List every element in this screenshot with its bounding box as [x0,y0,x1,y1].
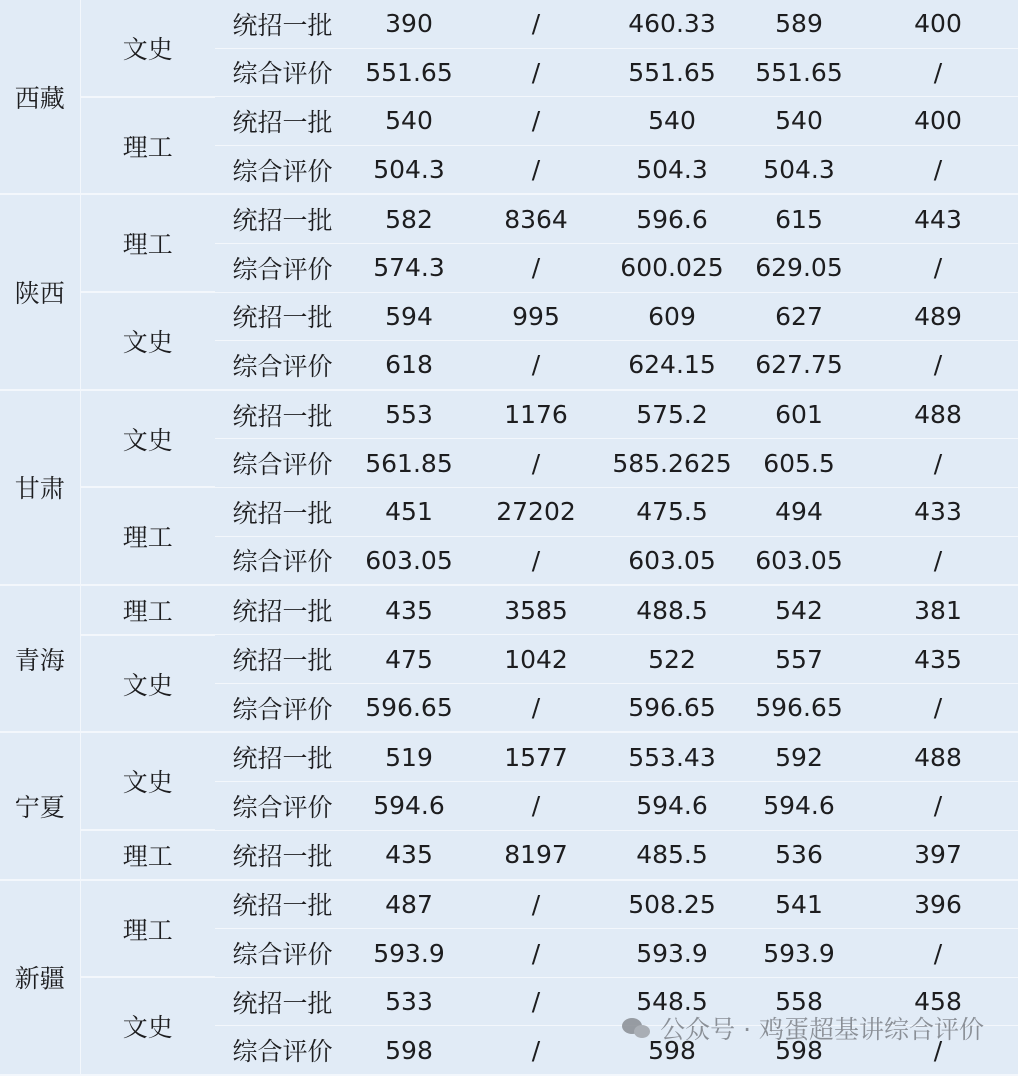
value-cell: 541 [740,880,858,929]
subject-cell: 文史 [80,635,215,733]
province-cell: 陕西 [0,194,80,389]
value-cell: 397 [858,830,1018,880]
value-cell: 609 [604,292,740,341]
value-cell: 592 [740,732,858,781]
value-cell: 574.3 [350,243,468,292]
batch-cell: 统招一批 [215,830,350,880]
province-cell: 宁夏 [0,732,80,879]
batch-cell: 统招一批 [215,732,350,781]
value-cell: 582 [350,194,468,243]
value-cell: / [468,0,604,48]
value-cell: 451 [350,487,468,536]
province-cell: 青海 [0,585,80,732]
value-cell: / [468,145,604,194]
value-cell: 553 [350,390,468,439]
value-cell: 598 [740,1026,858,1075]
value-cell: 542 [740,585,858,635]
value-cell: 629.05 [740,243,858,292]
value-cell: 596.65 [740,683,858,732]
value-cell: 557 [740,635,858,684]
batch-cell: 综合评价 [215,929,350,978]
value-cell: 3585 [468,585,604,635]
value-cell: 400 [858,0,1018,48]
value-cell: 605.5 [740,439,858,488]
batch-cell: 综合评价 [215,145,350,194]
table-row [0,0,1018,48]
subject-cell: 理工 [80,585,215,635]
value-cell: / [468,439,604,488]
value-cell: 603.05 [740,536,858,585]
value-cell: 575.2 [604,390,740,439]
value-cell: 1176 [468,390,604,439]
value-cell: 551.65 [740,48,858,97]
value-cell: 381 [858,585,1018,635]
value-cell: 553.43 [604,732,740,781]
value-cell: 504.3 [740,145,858,194]
batch-cell: 统招一批 [215,292,350,341]
batch-cell: 统招一批 [215,585,350,635]
value-cell: 504.3 [350,145,468,194]
value-cell: 540 [740,97,858,146]
value-cell: / [858,243,1018,292]
table-row [0,732,1018,781]
watermark [622,1010,984,1046]
value-cell: 995 [468,292,604,341]
value-cell: 598 [350,1026,468,1075]
value-cell: 400 [858,97,1018,146]
value-cell: / [858,536,1018,585]
batch-cell: 综合评价 [215,439,350,488]
subject-cell: 文史 [80,0,215,97]
value-cell: 594 [350,292,468,341]
batch-cell: 统招一批 [215,977,350,1026]
subject-cell: 文史 [80,977,215,1075]
value-cell: 593.9 [350,929,468,978]
value-cell: / [468,536,604,585]
value-cell: 485.5 [604,830,740,880]
value-cell: 600.025 [604,243,740,292]
province-cell: 西藏 [0,0,80,194]
value-cell: 593.9 [740,929,858,978]
value-cell: 624.15 [604,341,740,390]
table-row [0,194,1018,243]
batch-cell: 统招一批 [215,97,350,146]
value-cell: 435 [858,635,1018,684]
value-cell: 487 [350,880,468,929]
value-cell: 475 [350,635,468,684]
value-cell: 598 [604,1026,740,1075]
value-cell: 615 [740,194,858,243]
batch-cell: 统招一批 [215,635,350,684]
value-cell: 458 [858,977,1018,1026]
value-cell: / [468,243,604,292]
value-cell: 551.65 [604,48,740,97]
value-cell: 596.65 [604,683,740,732]
watermark-text: 公众号 · 鸡蛋超基讲综合评价 [660,1015,984,1044]
value-cell: 1042 [468,635,604,684]
value-cell: 522 [604,635,740,684]
batch-cell: 统招一批 [215,0,350,48]
value-cell: 435 [350,585,468,635]
value-cell: 596.6 [604,194,740,243]
value-cell: / [858,145,1018,194]
value-cell: 494 [740,487,858,536]
value-cell: / [468,782,604,831]
value-cell: 601 [740,390,858,439]
value-cell: 558 [740,977,858,1026]
value-cell: / [858,48,1018,97]
table-row [0,292,1018,341]
value-cell: / [858,1026,1018,1075]
value-cell: 540 [604,97,740,146]
value-cell: 551.65 [350,48,468,97]
batch-cell: 统招一批 [215,487,350,536]
table-row [0,97,1018,146]
value-cell: 603.05 [350,536,468,585]
batch-cell: 综合评价 [215,341,350,390]
value-cell: / [468,48,604,97]
value-cell: / [858,782,1018,831]
value-cell: / [468,683,604,732]
value-cell: 475.5 [604,487,740,536]
batch-cell: 综合评价 [215,48,350,97]
value-cell: 488 [858,390,1018,439]
value-cell: / [858,683,1018,732]
value-cell: / [468,97,604,146]
value-cell: 435 [350,830,468,880]
value-cell: 443 [858,194,1018,243]
batch-cell: 综合评价 [215,536,350,585]
table-row [0,880,1018,929]
value-cell: 594.6 [350,782,468,831]
value-cell: 594.6 [740,782,858,831]
value-cell: 627 [740,292,858,341]
value-cell: 489 [858,292,1018,341]
table-row [0,635,1018,684]
value-cell: 561.85 [350,439,468,488]
value-cell: / [468,341,604,390]
subject-cell: 理工 [80,880,215,978]
table-row [0,487,1018,536]
value-cell: 594.6 [604,782,740,831]
batch-cell: 统招一批 [215,390,350,439]
value-cell: 433 [858,487,1018,536]
value-cell: 8197 [468,830,604,880]
value-cell: 618 [350,341,468,390]
value-cell: / [468,880,604,929]
batch-cell: 综合评价 [215,683,350,732]
value-cell: 508.25 [604,880,740,929]
value-cell: / [858,341,1018,390]
subject-cell: 理工 [80,194,215,292]
subject-cell: 文史 [80,292,215,390]
value-cell: / [468,977,604,1026]
batch-cell: 综合评价 [215,782,350,831]
value-cell: 593.9 [604,929,740,978]
province-cell: 甘肃 [0,390,80,585]
value-cell: 589 [740,0,858,48]
value-cell: 536 [740,830,858,880]
value-cell: / [858,929,1018,978]
table-row [0,390,1018,439]
value-cell: 596.65 [350,683,468,732]
value-cell: 488.5 [604,585,740,635]
value-cell: 533 [350,977,468,1026]
batch-cell: 统招一批 [215,880,350,929]
value-cell: / [858,439,1018,488]
subject-cell: 理工 [80,487,215,585]
batch-cell: 综合评价 [215,1026,350,1075]
subject-cell: 理工 [80,97,215,195]
value-cell: 8364 [468,194,604,243]
wechat-icon [622,1016,652,1040]
table-row [0,585,1018,635]
batch-cell: 综合评价 [215,243,350,292]
value-cell: 396 [858,880,1018,929]
province-cell: 新疆 [0,880,80,1075]
value-cell: 390 [350,0,468,48]
subject-cell: 文史 [80,390,215,488]
value-cell: 603.05 [604,536,740,585]
value-cell: 460.33 [604,0,740,48]
value-cell: 519 [350,732,468,781]
value-cell: 488 [858,732,1018,781]
value-cell: 504.3 [604,145,740,194]
value-cell: 27202 [468,487,604,536]
value-cell: 1577 [468,732,604,781]
value-cell: 548.5 [604,977,740,1026]
value-cell: / [468,929,604,978]
value-cell: / [468,1026,604,1075]
table-row [0,830,1018,880]
subject-cell: 文史 [80,732,215,830]
value-cell: 585.2625 [604,439,740,488]
value-cell: 627.75 [740,341,858,390]
batch-cell: 统招一批 [215,194,350,243]
value-cell: 540 [350,97,468,146]
subject-cell: 理工 [80,830,215,880]
